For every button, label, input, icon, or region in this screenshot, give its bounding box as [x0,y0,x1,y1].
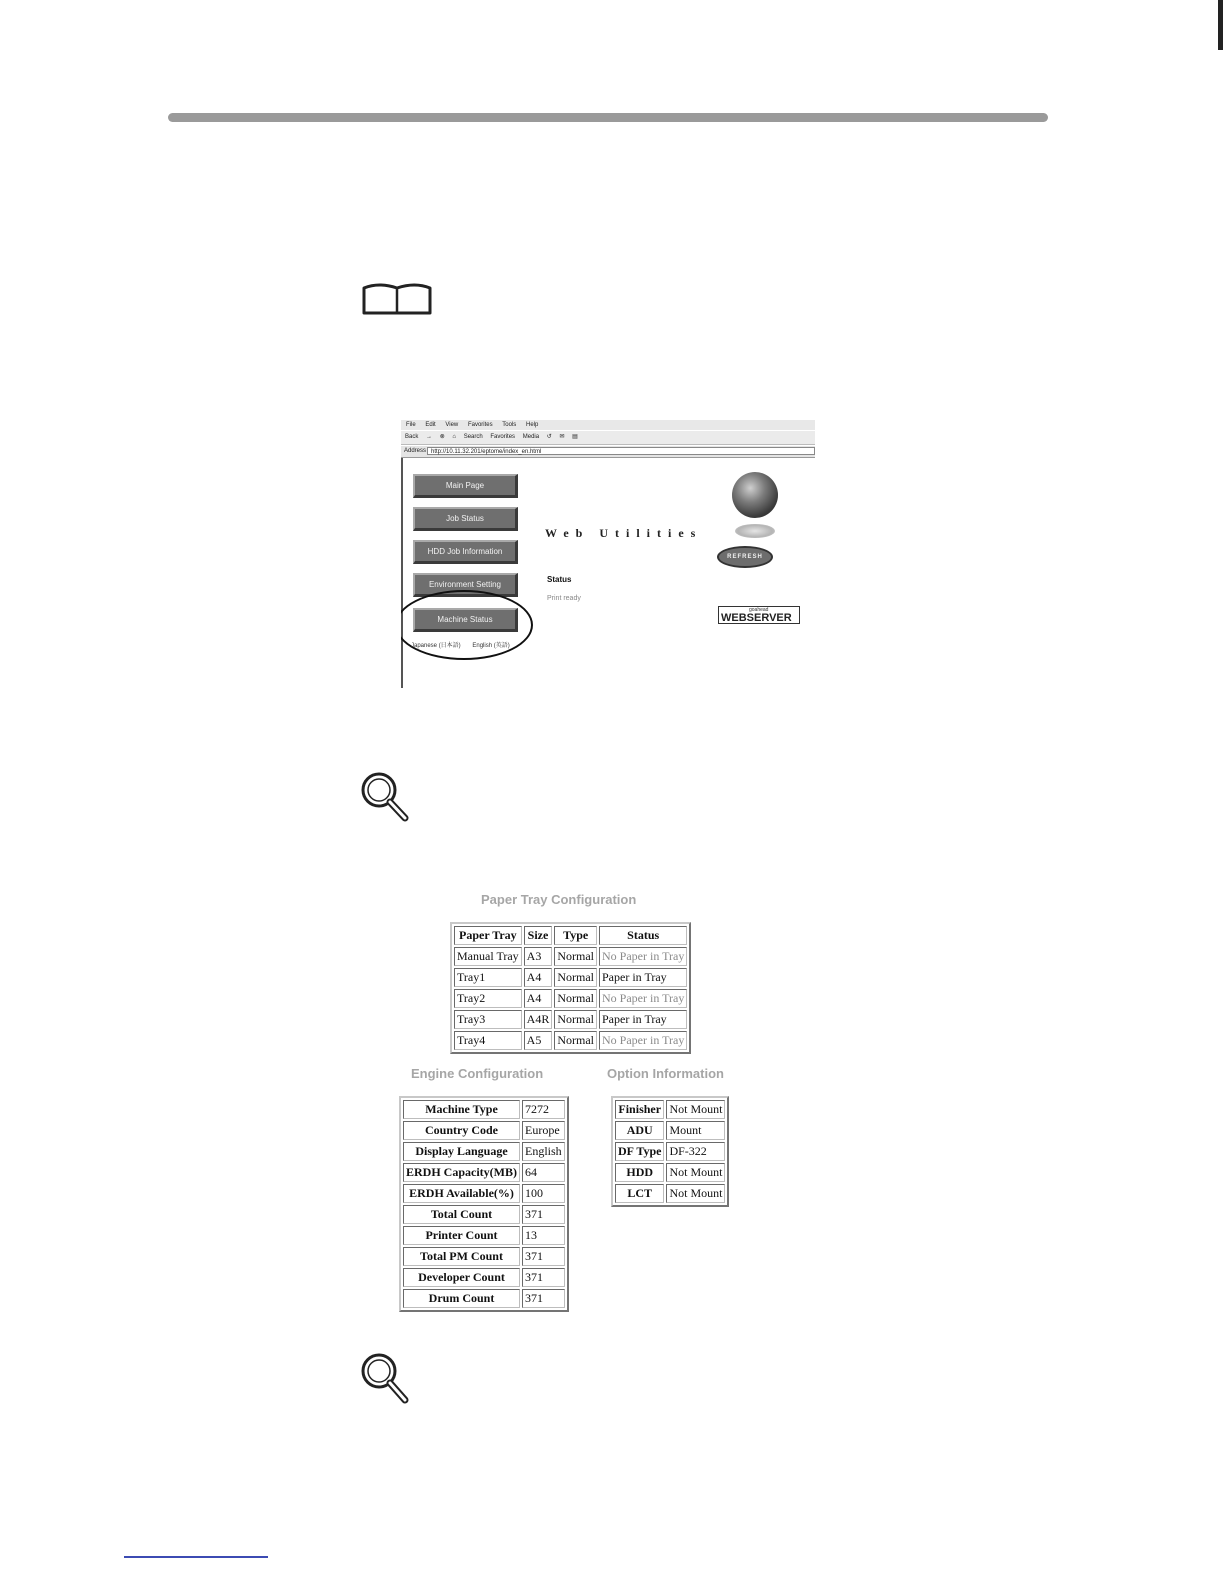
browser-screenshot [401,420,815,688]
table-row [403,1184,565,1203]
row-label: Display Language [403,1142,520,1161]
table-cell: A3 [524,947,553,966]
row-label: Country Code [403,1121,520,1140]
menu-help[interactable]: Help [525,422,539,428]
table-row [615,1121,725,1140]
table-row [403,1268,565,1287]
browser-toolbar [401,431,815,445]
table-cell: Normal [554,989,597,1008]
logo-big-text: WEBSERVER [721,612,792,624]
paper-tray-table [450,922,691,1054]
refresh-button[interactable]: REFRESH [717,546,773,568]
language-links [411,640,520,649]
table-cell: Tray1 [454,968,522,987]
hdd-job-information-button[interactable]: HDD Job Information [413,540,518,564]
engine-caption: Engine Configuration [411,1066,544,1081]
table-row [615,1163,725,1182]
table-cell: A4R [524,1010,553,1029]
row-value: Europe [522,1121,565,1140]
row-label: Printer Count [403,1226,520,1245]
table-cell: Paper in Tray [599,968,687,987]
row-label: Machine Type [403,1100,520,1119]
row-label: ADU [615,1121,664,1140]
table-cell: Manual Tray [454,947,522,966]
favorites-button[interactable]: Favorites [490,434,516,440]
stop-icon[interactable]: ⊗ [439,434,445,440]
environment-setting-button[interactable]: Environment Setting [413,573,518,597]
menu-tools[interactable]: Tools [502,422,517,428]
row-value: Not Mount [666,1184,725,1203]
table-cell: Tray2 [454,989,522,1008]
table-cell: A5 [524,1031,553,1050]
home-icon[interactable]: ⌂ [452,434,457,440]
table-row [454,989,687,1008]
machine-status-button[interactable]: Machine Status [413,608,518,632]
row-value: DF-322 [666,1142,725,1161]
table-row [615,1142,725,1161]
table-row [403,1226,565,1245]
page-title: Web Utilities [545,526,703,540]
status-heading: Status [547,575,572,584]
row-value: Not Mount [666,1100,725,1119]
row-value: 371 [522,1247,565,1266]
menu-file[interactable]: File [406,422,416,428]
frame-border [401,458,403,688]
table-row [403,1142,565,1161]
table-row [403,1121,565,1140]
column-header: Status [599,926,687,945]
row-value: Not Mount [666,1163,725,1182]
row-value: 13 [522,1226,565,1245]
magnifier-icon [357,770,411,824]
table-row [615,1100,725,1119]
status-value: Print ready [547,595,581,602]
magnifier-icon [357,1350,411,1408]
row-value: 371 [522,1205,565,1224]
row-label: DF Type [615,1142,664,1161]
table-cell: Normal [554,947,597,966]
highlight-ellipse [401,590,533,660]
history-icon[interactable]: ↺ [546,434,552,440]
table-header-row [454,926,687,945]
engine-table [399,1096,569,1312]
logo-small-text: goahead [749,607,769,613]
row-label: Total PM Count [403,1247,520,1266]
table-cell: Tray3 [454,1010,522,1029]
column-header: Type [554,926,597,945]
table-row [403,1289,565,1308]
row-label: Drum Count [403,1289,520,1308]
table-cell: No Paper in Tray [599,947,687,966]
row-value: 7272 [522,1100,565,1119]
row-value: 371 [522,1268,565,1287]
header-rule [168,113,1048,122]
language-english-link[interactable]: English (英語) [472,643,510,649]
row-value: Mount [666,1121,725,1140]
table-cell: Tray4 [454,1031,522,1050]
row-label: ERDH Available(%) [403,1184,520,1203]
row-label: HDD [615,1163,664,1182]
row-value: 100 [522,1184,565,1203]
column-header: Size [524,926,553,945]
forward-icon[interactable]: → [426,434,433,440]
row-label: LCT [615,1184,664,1203]
paper-tray-caption: Paper Tray Configuration [481,892,637,907]
table-cell: Paper in Tray [599,1010,687,1029]
disk-icon [735,524,775,538]
menu-edit[interactable]: Edit [425,422,436,428]
mail-icon[interactable]: ✉ [559,434,565,440]
column-header: Paper Tray [454,926,522,945]
row-value: 64 [522,1163,565,1182]
table-row [454,1010,687,1029]
menu-favorites[interactable]: Favorites [467,422,493,428]
language-japanese-link[interactable]: Japanese (日本語) [411,643,461,649]
table-row [615,1184,725,1203]
row-label: ERDH Capacity(MB) [403,1163,520,1182]
row-value: 371 [522,1289,565,1308]
book-note-icon [361,280,433,316]
table-row [403,1247,565,1266]
table-cell: No Paper in Tray [599,1031,687,1050]
table-row [454,1031,687,1050]
row-label: Total Count [403,1205,520,1224]
row-label: Finisher [615,1100,664,1119]
table-row [454,947,687,966]
menu-view[interactable]: View [445,422,459,428]
address-label: Address [404,448,427,454]
table-cell: Normal [554,968,597,987]
table-row [403,1100,565,1119]
address-input[interactable]: http://10.11.32.201/eptome/index_en.html [427,447,815,455]
table-row [403,1205,565,1224]
table-cell: Normal [554,1031,597,1050]
table-cell: A4 [524,989,553,1008]
address-bar [401,446,815,458]
table-cell: Normal [554,1010,597,1029]
row-value: English [522,1142,565,1161]
search-button[interactable]: Search [463,434,483,440]
job-status-button[interactable]: Job Status [413,507,518,531]
row-label: Developer Count [403,1268,520,1287]
option-caption: Option Information [607,1066,724,1081]
media-button[interactable]: Media [522,434,540,440]
option-table [611,1096,729,1207]
browser-menubar [401,420,815,430]
main-page-button[interactable]: Main Page [413,474,518,498]
table-row [454,968,687,987]
back-button[interactable]: Back [405,434,419,440]
globe-icon [732,472,778,518]
print-icon[interactable]: ▤ [572,434,578,440]
webserver-logo [718,606,800,624]
footer-rule [124,1556,268,1558]
edge-tab-mark [1218,0,1223,50]
table-cell: A4 [524,968,553,987]
table-cell: No Paper in Tray [599,989,687,1008]
table-row [403,1163,565,1182]
